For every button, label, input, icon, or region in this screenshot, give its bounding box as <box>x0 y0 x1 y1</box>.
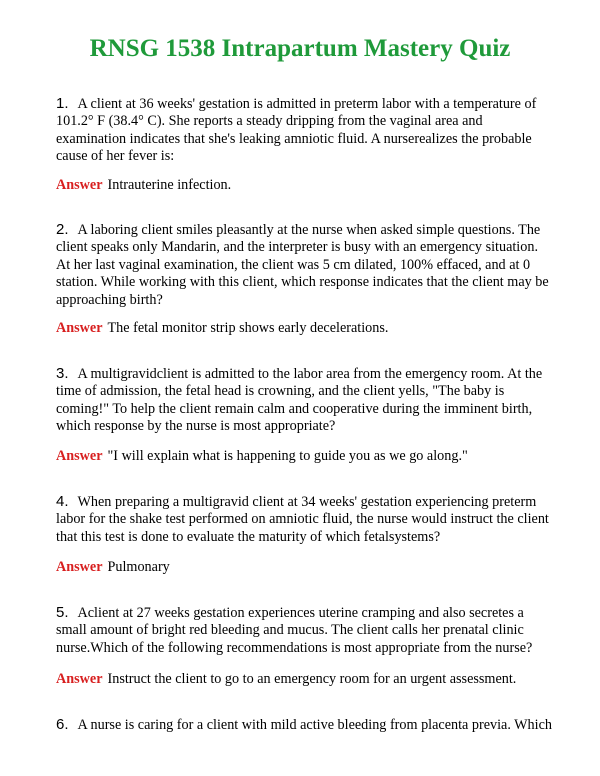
answer-3 <box>56 448 554 465</box>
question-number: 5. <box>56 604 69 621</box>
question-text: A nurse is caring for a client with mild active bleeding from placenta previa. Which <box>77 717 552 733</box>
question-number: 1. <box>56 95 69 112</box>
question-text: A client at 36 weeks' gestation is admitted in preterm labor with a temperature of 101.2° F (38.4° C). She reports a steady dripping from the vaginal area and examination indicates that she's leaking amniotic fluid. A nurserealizes the probable cause of her fever is: <box>56 96 537 165</box>
answer-text: Intrauterine infection. <box>107 177 232 193</box>
question-6 <box>56 716 554 734</box>
answer-label: Answer <box>56 177 103 193</box>
question-5 <box>56 604 554 657</box>
question-number: 4. <box>56 493 69 510</box>
answer-label: Answer <box>56 448 103 464</box>
question-text: When preparing a multigravid client at 34 weeks' gestation experiencing preterm labor for the shake test performed on amniotic fluid, the nurse would instruct the client that this test is done to evaluate the maturity of which fetalsystems? <box>56 494 549 545</box>
answer-5 <box>56 671 554 688</box>
question-number: 6. <box>56 716 69 733</box>
answer-text: "I will explain what is happening to guide you as we go along." <box>107 448 468 464</box>
answer-label: Answer <box>56 320 103 336</box>
question-text: A multigravidclient is admitted to the labor area from the emergency room. At the time of admission, the fetal head is crowning, and the client yells, "The baby is coming!" To help the client remain calm and cooperative during the imminent birth, which response by the nurse is most appropriate? <box>56 366 543 435</box>
question-1 <box>56 95 554 166</box>
answer-4 <box>56 559 554 576</box>
question-text: A laboring client smiles pleasantly at the nurse when asked simple questions. The client speaks only Mandarin, and the interpreter is busy with an emergency situation. At her last vaginal examination, the client was 5 cm dilated, 100% effaced, and at 0 station. While working with this client, which response indicates that the client may be approaching birth? <box>56 222 549 308</box>
page-title: RNSG 1538 Intrapartum Mastery Quiz <box>89 35 511 62</box>
answer-2 <box>56 320 554 337</box>
question-text: Aclient at 27 weeks gestation experiences uterine cramping and also secretes a small amount of bright red bleeding and mucus. The client calls her prenatal clinic nurse.Which of the following recommendations is most appropriate from the nurse? <box>56 605 533 656</box>
question-3 <box>56 365 554 436</box>
answer-1 <box>56 177 554 194</box>
question-number: 3. <box>56 365 69 382</box>
question-2 <box>56 221 554 309</box>
answer-text: Instruct the client to go to an emergency room for an urgent assessment. <box>107 671 517 687</box>
answer-label: Answer <box>56 671 103 687</box>
answer-label: Answer <box>56 559 103 575</box>
answer-text: The fetal monitor strip shows early decelerations. <box>107 320 389 336</box>
question-4 <box>56 493 554 546</box>
question-number: 2. <box>56 221 69 238</box>
answer-text: Pulmonary <box>107 559 170 575</box>
